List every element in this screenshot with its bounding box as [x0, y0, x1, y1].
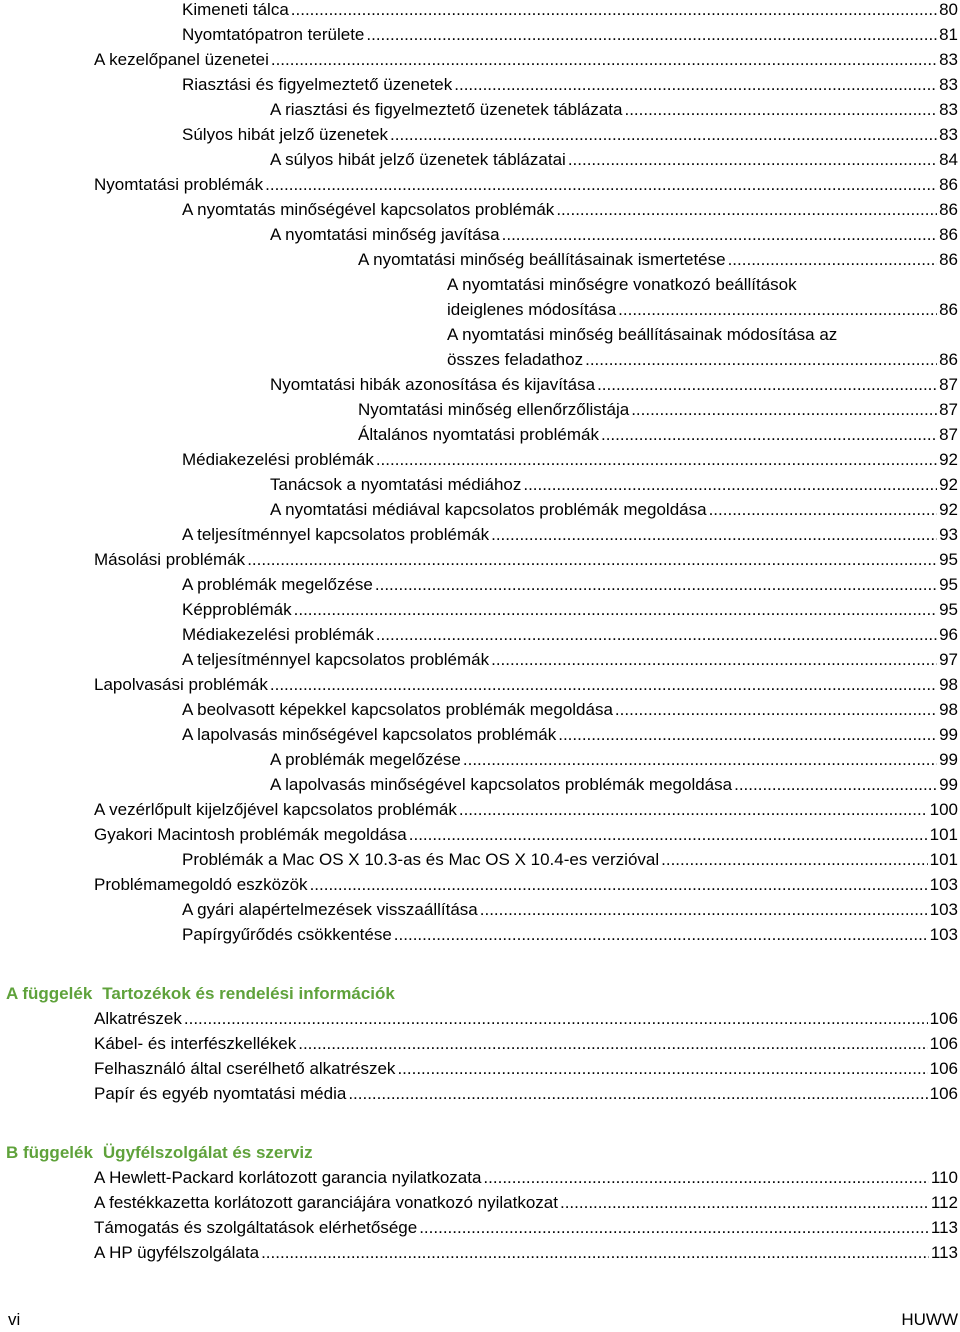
toc-entry-title: Gyakori Macintosh problémák megoldása [94, 825, 407, 844]
toc-entry-page: 106 [929, 1059, 958, 1078]
dot-leader [310, 872, 928, 897]
toc-entry-title: A súlyos hibát jelző üzenetek táblázatai [270, 150, 566, 169]
toc-entry-title: A kezelőpanel üzenetei [94, 50, 269, 69]
toc-entry[interactable] [0, 147, 960, 172]
toc-entry-title: A nyomtatás minőségével kapcsolatos problémák [182, 200, 555, 219]
toc-entry-title: Papírgyűrődés csökkentése [182, 925, 392, 944]
dot-leader [261, 1240, 929, 1265]
dot-leader [294, 597, 937, 622]
dot-leader [265, 172, 937, 197]
toc-entry-page: 96 [939, 625, 958, 644]
toc-entry-title: A festékkazetta korlátozott garanciájára vonatkozó nyilatkozat [94, 1193, 558, 1212]
toc-entry[interactable] [0, 1240, 960, 1265]
toc-entry-title: A riasztási és figyelmeztető üzenetek táblázata [270, 100, 623, 119]
toc-entry[interactable] [0, 97, 960, 122]
toc-entry[interactable] [0, 122, 960, 147]
toc-entry-page: 99 [939, 725, 958, 744]
toc-entry-page: 86 [939, 250, 958, 269]
toc-entry-page: 87 [939, 425, 958, 444]
toc-entry[interactable] [0, 672, 960, 697]
toc-entry-title: Felhasználó által cserélhető alkatrészek [94, 1059, 396, 1078]
toc-entry[interactable] [0, 172, 960, 197]
toc-entry-title: Súlyos hibát jelző üzenetek [182, 125, 389, 144]
toc-entry-page: 99 [939, 775, 958, 794]
toc-entry-title: A beolvasott képekkel kapcsolatos problémák megoldása [182, 700, 613, 719]
toc-entry-page: 101 [929, 825, 958, 844]
dot-leader [523, 472, 937, 497]
dot-leader [270, 672, 937, 697]
toc-entry-title: Alkatrészek [94, 1009, 182, 1028]
dot-leader [734, 772, 937, 797]
toc-entry[interactable] [0, 1056, 960, 1081]
toc-entry-title: Általános nyomtatási problémák [358, 425, 599, 444]
toc-entry-title: A gyári alapértelmezések visszaállítása [182, 900, 478, 919]
toc-entry[interactable] [0, 572, 960, 597]
dot-leader [375, 572, 937, 597]
toc-entry[interactable] [0, 472, 960, 497]
dot-leader [348, 1081, 927, 1106]
dot-leader [597, 372, 937, 397]
dot-leader [397, 1056, 927, 1081]
toc-entry[interactable] [0, 447, 960, 472]
dot-leader [560, 1190, 929, 1215]
dot-leader [459, 797, 928, 822]
toc-entry-title: ideiglenes módosítása [447, 300, 617, 319]
toc-entry-title: Problémák a Mac OS X 10.3-as és Mac OS X 10.4-es verzióval [182, 850, 660, 869]
dot-leader [631, 397, 937, 422]
toc-entry-page: 86 [939, 200, 958, 219]
dot-leader [491, 522, 937, 547]
dot-leader [601, 422, 937, 447]
dot-leader [728, 247, 938, 272]
toc-entry-page: 101 [929, 850, 958, 869]
appendix-number: A függelék [6, 984, 93, 1003]
toc-entry[interactable] [0, 422, 960, 447]
dot-leader [491, 647, 937, 672]
toc-entry-title: Tanácsok a nyomtatási médiához [270, 475, 522, 494]
dot-leader [376, 447, 937, 472]
toc-entry-title: Problémamegoldó eszközök [94, 875, 308, 894]
dot-leader [390, 122, 937, 147]
toc-entry-page: 113 [930, 1243, 958, 1262]
dot-leader [615, 697, 937, 722]
toc-entry[interactable] [0, 722, 960, 747]
toc-entry[interactable] [0, 347, 960, 372]
toc-entry-page: 98 [939, 675, 958, 694]
toc-entry[interactable] [0, 822, 960, 847]
dot-leader [409, 822, 928, 847]
toc-entry-page: 84 [939, 150, 958, 169]
toc-entry-page: 80 [939, 0, 958, 19]
toc-entry-page: 110 [930, 1168, 958, 1187]
toc-entry-title: Nyomtatási minőség ellenőrzőlistája [358, 400, 630, 419]
toc-entry[interactable] [0, 222, 960, 247]
toc-entry-page: 103 [929, 925, 958, 944]
toc-entry[interactable] [0, 622, 960, 647]
toc-entry-title: Nyomtatási hibák azonosítása és kijavítása [270, 375, 596, 394]
toc-entry[interactable] [0, 897, 960, 922]
toc-entry[interactable] [0, 297, 960, 322]
toc-entry[interactable] [0, 372, 960, 397]
toc-entry-title-first-line: A nyomtatási minőségre vonatkozó beállítások [447, 275, 797, 294]
toc-entry[interactable] [0, 247, 960, 272]
toc-entry-title: Másolási problémák [94, 550, 246, 569]
toc-entry[interactable] [0, 1165, 960, 1190]
toc-entry[interactable] [0, 1190, 960, 1215]
dot-leader [480, 897, 928, 922]
appendix-a-heading[interactable] [6, 982, 395, 1006]
toc-entry-title: összes feladathoz [447, 350, 584, 369]
dot-leader [419, 1215, 929, 1240]
toc-entry[interactable] [0, 697, 960, 722]
toc-entry-title: A nyomtatási minőség javítása [270, 225, 500, 244]
toc-entry-title: Képproblémák [182, 600, 292, 619]
toc-entry-page: 87 [939, 400, 958, 419]
dot-leader [366, 22, 937, 47]
dot-leader [454, 72, 937, 97]
toc-entry-title-first-line: A nyomtatási minőség beállításainak módosítása az [447, 325, 838, 344]
toc-entry-page: 92 [939, 475, 958, 494]
toc-entry-title: Nyomtatópatron területe [182, 25, 365, 44]
dot-leader [558, 722, 937, 747]
toc-entry-title: A lapolvasás minőségével kapcsolatos problémák [182, 725, 557, 744]
toc-entry-title: A problémák megelőzése [182, 575, 373, 594]
toc-entry[interactable] [0, 1215, 960, 1240]
appendix-title: Ügyfélszolgálat és szerviz [102, 1143, 313, 1162]
toc-entry-page: 92 [939, 500, 958, 519]
toc-entry-page: 112 [930, 1193, 958, 1212]
dot-leader [585, 347, 937, 372]
dot-leader [556, 197, 937, 222]
appendix-number: B függelék [6, 1143, 93, 1162]
toc-entry-page: 113 [930, 1218, 958, 1237]
dot-leader [271, 47, 937, 72]
toc-entry[interactable] [0, 1006, 960, 1031]
toc-entry-page: 81 [939, 25, 958, 44]
appendix-title: Tartozékok és rendelési információk [102, 984, 395, 1003]
dot-leader [618, 297, 937, 322]
dot-leader [184, 1006, 928, 1031]
dot-leader [624, 97, 937, 122]
toc-entry-page: 97 [939, 650, 958, 669]
toc-entry[interactable] [0, 497, 960, 522]
toc-entry[interactable] [0, 522, 960, 547]
toc-entry-page: 86 [939, 175, 958, 194]
toc-entry-title: Papír és egyéb nyomtatási média [94, 1084, 347, 1103]
dot-leader [463, 747, 937, 772]
dot-leader [709, 497, 938, 522]
toc-entry-page: 99 [939, 750, 958, 769]
toc-entry-page: 95 [939, 600, 958, 619]
dot-leader [483, 1165, 928, 1190]
dot-leader [291, 0, 937, 22]
toc-entry-page: 106 [929, 1009, 958, 1028]
toc-entry-page: 83 [939, 125, 958, 144]
toc-entry-title: A lapolvasás minőségével kapcsolatos problémák megoldása [270, 775, 733, 794]
toc-entry-page: 92 [939, 450, 958, 469]
toc-entry-title: Lapolvasási problémák [94, 675, 268, 694]
toc-entry[interactable] [0, 47, 960, 72]
dot-leader [376, 622, 937, 647]
dot-leader [247, 547, 937, 572]
toc-entry-page: 98 [939, 700, 958, 719]
toc-entry-page: 106 [929, 1034, 958, 1053]
toc-entry-page: 103 [929, 875, 958, 894]
toc-entry-page: 86 [939, 350, 958, 369]
toc-entry-page: 106 [929, 1084, 958, 1103]
toc-entry-page: 93 [939, 525, 958, 544]
toc-entry[interactable] [0, 922, 960, 947]
toc-entry-page: 87 [939, 375, 958, 394]
toc-entry-title: A teljesítménnyel kapcsolatos problémák [182, 525, 490, 544]
toc-entry-page: 100 [929, 800, 958, 819]
toc-entry-page: 83 [939, 50, 958, 69]
toc-entry[interactable] [0, 772, 960, 797]
dot-leader [394, 922, 928, 947]
toc-entry-title: Nyomtatási problémák [94, 175, 264, 194]
dot-leader [661, 847, 927, 872]
toc-entry-title: A nyomtatási minőség beállításainak ismertetése [358, 250, 726, 269]
dot-leader [568, 147, 937, 172]
toc-entry-title: Médiakezelési problémák [182, 625, 374, 644]
toc-entry-title: A HP ügyfélszolgálata [94, 1243, 260, 1262]
toc-entry[interactable] [0, 647, 960, 672]
toc-entry-title: A Hewlett-Packard korlátozott garancia nyilatkozata [94, 1168, 482, 1187]
toc-entry[interactable] [0, 0, 960, 22]
toc-entry[interactable] [0, 797, 960, 822]
toc-entry-page: 83 [939, 75, 958, 94]
toc-entry-title: Támogatás és szolgáltatások elérhetősége [94, 1218, 418, 1237]
toc-entry[interactable] [0, 72, 960, 97]
footer-brand: HUWW [901, 1310, 958, 1329]
toc-entry-page: 86 [939, 225, 958, 244]
toc-entry-title: Kimeneti tálca [182, 0, 289, 19]
toc-entry-title: Kábel- és interfészkellékek [94, 1034, 297, 1053]
toc-entry[interactable] [0, 847, 960, 872]
toc-entry-page: 103 [929, 900, 958, 919]
toc-entry[interactable] [0, 1081, 960, 1106]
dot-leader [298, 1031, 927, 1056]
toc-entry-page: 83 [939, 100, 958, 119]
footer-page-label: vi [8, 1310, 21, 1329]
toc-entry-title: A nyomtatási médiával kapcsolatos problémák megoldása [270, 500, 707, 519]
toc-entry-title: A problémák megelőzése [270, 750, 461, 769]
toc-entry[interactable] [0, 397, 960, 422]
toc-entry[interactable] [0, 547, 960, 572]
toc-entry-title: A teljesítménnyel kapcsolatos problémák [182, 650, 490, 669]
toc-entry-page: 86 [939, 300, 958, 319]
toc-entry-page: 95 [939, 575, 958, 594]
toc-entry-title: Riasztási és figyelmeztető üzenetek [182, 75, 453, 94]
toc-entry[interactable] [0, 22, 960, 47]
toc-entry-title: Médiakezelési problémák [182, 450, 374, 469]
toc-entry[interactable] [0, 197, 960, 222]
toc-entry[interactable] [0, 747, 960, 772]
toc-entry[interactable] [0, 1031, 960, 1056]
toc-entry-title: A vezérlőpult kijelzőjével kapcsolatos problémák [94, 800, 457, 819]
dot-leader [502, 222, 937, 247]
toc-entry-page: 95 [939, 550, 958, 569]
toc-entry[interactable] [0, 872, 960, 897]
toc-entry[interactable] [0, 597, 960, 622]
appendix-b-heading[interactable] [6, 1141, 313, 1165]
